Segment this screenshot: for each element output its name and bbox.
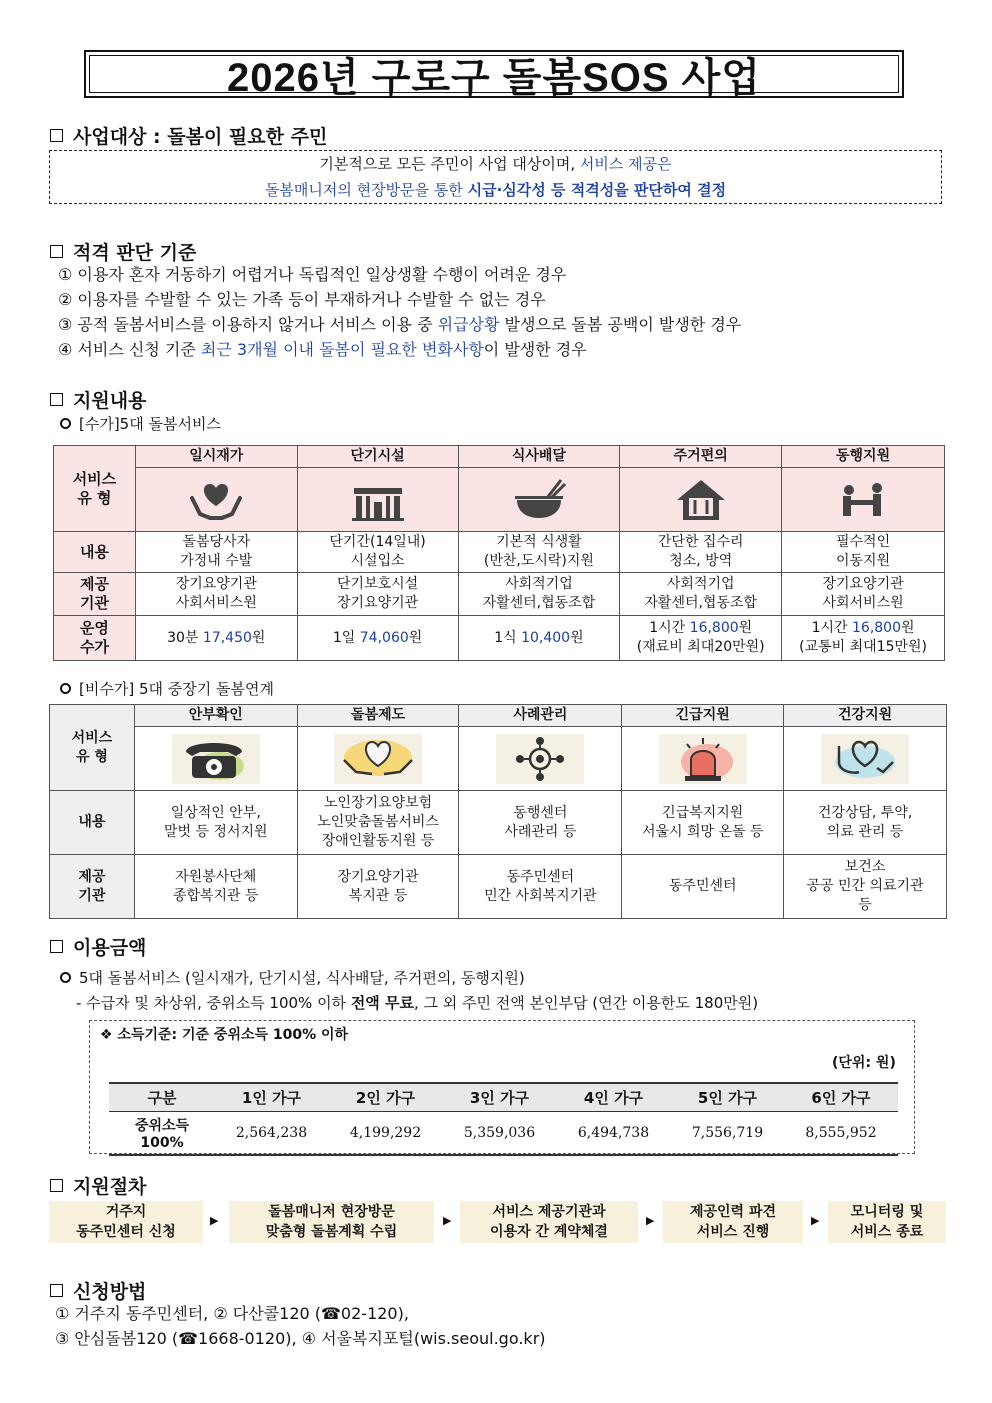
page-title: 2026년 구로구 돌봄SOS 사업 [89, 55, 899, 93]
telephone-icon [170, 732, 262, 786]
income-table [109, 1082, 898, 1156]
house-tools-icon [671, 476, 731, 524]
criteria-item-4 [58, 337, 741, 362]
unpaid-content: 노인장기요양보험 노인맞춤돌봄서비스 장애인활동지원 등 [317, 795, 439, 849]
paid-provider: 단기보호시설 장기요양기관 [337, 576, 419, 611]
income-value-cell: 4,199,292 [328, 1111, 443, 1155]
paid-content-cell [458, 532, 620, 573]
paid-content: 필수적인 이동지원 [836, 534, 891, 569]
criteria-list [58, 262, 741, 362]
unpaid-icon-cell [784, 727, 947, 791]
apply-line-1: ① 거주지 동주민센터, ② 다산콜120 (☎02-120), [55, 1304, 409, 1323]
unpaid-icon-cell [622, 727, 784, 791]
criteria-item-3-a: ③ 공적 돌봄서비스를 이용하지 않거나 서비스 이용 중 [58, 315, 438, 334]
paid-fee-cell [782, 616, 945, 661]
fees-rule [76, 992, 758, 1013]
paid-fee-cell [135, 616, 297, 661]
paid-content-cell [620, 532, 782, 573]
checkbox-square-icon [50, 245, 63, 258]
checkbox-square-icon [50, 940, 63, 953]
target-box [49, 150, 942, 204]
criteria-item-3-b: 발생으로 돌봄 공백이 발생한 경우 [499, 315, 742, 334]
unpaid-icon-cell [134, 727, 297, 791]
paid-icon-cell [297, 468, 458, 532]
row-header-type-text: 서비스 유 형 [72, 469, 117, 507]
income-value-cell: 6,494,738 [556, 1111, 671, 1155]
procedure-step-text: 모니터링 및 서비스 종료 [850, 1204, 924, 1240]
stethoscope-icon [819, 732, 911, 786]
procedure-step-text: 서비스 제공기관과 이용자 간 계약체결 [490, 1204, 608, 1240]
unpaid-content: 일상적인 안부, 말벗 등 정서지원 [163, 804, 268, 840]
checkbox-square-icon [50, 1284, 63, 1297]
arrow-right-icon: ▶ [811, 1214, 820, 1227]
unpaid-provider: 장기요양기관 복지관 등 [337, 868, 419, 904]
bullet-circle-icon [60, 418, 71, 429]
paid-col-header: 동행지원 [782, 446, 945, 468]
fee-unit: 원 [408, 629, 423, 646]
procedure-step-5 [828, 1201, 946, 1243]
fee-prefix: 30분 [167, 629, 203, 646]
fee-amount: 10,400 [521, 629, 571, 646]
paid-col-header: 주거편의 [620, 446, 782, 468]
unpaid-label: [비수가] 5대 중장기 돌봄연계 [79, 680, 274, 698]
unpaid-provider-cell [622, 855, 784, 919]
income-value-cell: 7,556,719 [671, 1111, 784, 1155]
fee-prefix: 1식 [494, 629, 522, 646]
income-head-cell: 구분 [109, 1083, 215, 1111]
unpaid-provider: 보건소 공공 민간 의료기관 등 [806, 859, 924, 913]
row-header-content [54, 532, 136, 573]
target-line2-blue: 돌봄매니저의 현장방문을 통한 [264, 181, 468, 199]
paid-provider-cell [297, 573, 458, 616]
paid-icon-cell [782, 468, 945, 532]
title-box [84, 50, 904, 98]
fees-services-text: 5대 돌봄서비스 (일시재가, 단기시설, 식사배달, 주거편의, 동행지원) [79, 969, 525, 987]
siren-icon [657, 732, 749, 786]
unpaid-provider-cell [297, 855, 459, 919]
fee-amount: 16,800 [689, 620, 739, 636]
income-head-cell: 3인 가구 [443, 1083, 556, 1111]
fee-note: (재료비 최대20만원) [636, 639, 765, 655]
income-head-cell: 1인 가구 [215, 1083, 328, 1111]
row-header-provider [54, 573, 136, 616]
criteria-item-3-blue: 위급상황 [437, 315, 500, 334]
fees-rule-b: , 그 외 주민 전액 본인부담 (연간 이용한도 180만원) [414, 994, 759, 1012]
fees-services [60, 967, 525, 988]
procedure-step-3 [460, 1201, 638, 1243]
apply-heading [50, 1277, 146, 1304]
accompany-icon [833, 476, 893, 524]
procedure-step-text: 제공인력 파견 서비스 진행 [689, 1204, 777, 1240]
fee-unit: 원 [570, 629, 584, 646]
fee-unit: 원 [738, 620, 753, 636]
procedure-step-4 [663, 1201, 803, 1243]
paid-content: 단기간(14일내) 시설입소 [329, 534, 426, 569]
fee-note: (교통비 최대15만원) [799, 639, 927, 655]
unpaid-provider: 동주민센터 민간 사회복지기관 [484, 868, 597, 904]
paid-col-header: 식사배달 [458, 446, 620, 468]
criteria-item-4-b: 이 발생한 경우 [483, 340, 587, 359]
income-head-cell: 2인 가구 [328, 1083, 443, 1111]
paid-provider-cell [135, 573, 297, 616]
paid-content-cell [297, 532, 458, 573]
target-heading [50, 122, 327, 149]
row-header-fee-text: 운영 수가 [79, 619, 109, 656]
row-header-content-text: 내용 [78, 814, 106, 830]
fees-heading [50, 933, 146, 960]
checkbox-square-icon [50, 393, 63, 406]
paid-icon-cell [135, 468, 297, 532]
fee-unit: 원 [251, 629, 266, 646]
target-line1: 기본적으로 모든 주민이 사업 대상이며, [319, 155, 580, 173]
fee-unit: 원 [901, 620, 915, 636]
procedure-step-1 [49, 1201, 203, 1243]
support-heading [50, 386, 146, 413]
row-header-provider [50, 855, 135, 919]
income-head-cell: 5인 가구 [671, 1083, 784, 1111]
target-line2-bold: 시급·심각성 등 적격성을 판단하여 결정 [467, 181, 727, 199]
hands-heart-icon [186, 476, 246, 524]
unpaid-icon-cell [459, 727, 622, 791]
fee-amount: 16,800 [852, 620, 901, 636]
unpaid-col-header: 건강지원 [784, 705, 947, 727]
fee-amount: 74,060 [359, 629, 409, 646]
income-value-cell: 5,359,036 [443, 1111, 556, 1155]
arrow-right-icon: ▶ [646, 1214, 655, 1227]
unpaid-content-cell [784, 791, 947, 855]
target-heading-text: 사업대상 : 돌봄이 필요한 주민 [73, 126, 328, 148]
unpaid-content-cell [622, 791, 784, 855]
unpaid-provider-cell [134, 855, 297, 919]
checkbox-square-icon [50, 1179, 63, 1192]
unpaid-col-header: 돌봄제도 [297, 705, 459, 727]
checkbox-square-icon [50, 129, 63, 142]
fee-amount: 17,450 [202, 629, 252, 646]
criteria-item-4-a: ④ 서비스 신청 기준 [58, 340, 201, 359]
income-row-label [109, 1111, 215, 1155]
network-icon [494, 732, 586, 786]
unpaid-content-cell [134, 791, 297, 855]
paid-col-header: 단기시설 [297, 446, 458, 468]
support-heading-text: 지원내용 [73, 390, 147, 412]
criteria-item-4-blue: 최근 3개월 이내 돌봄이 필요한 변화사항 [200, 340, 484, 359]
row-header-content-text: 내용 [79, 542, 109, 561]
income-label: ❖ 소득기준: 기준 중위소득 100% 이하 [100, 1027, 349, 1043]
paid-content: 기본적 식생활 (반찬,도시락)지원 [483, 534, 594, 569]
bullet-circle-icon [60, 683, 71, 694]
unpaid-content-cell [297, 791, 459, 855]
procedure-step-text: 거주지 동주민센터 신청 [76, 1204, 176, 1240]
procedure-step-text: 돌봄매니저 현장방문 맞춤형 돌봄계획 수립 [265, 1204, 398, 1240]
income-value-cell: 8,555,952 [784, 1111, 898, 1155]
paid-provider: 장기요양기관 사회서비스원 [822, 576, 904, 611]
unpaid-provider-cell [784, 855, 947, 919]
target-line1-blue: 서비스 제공은 [579, 155, 672, 173]
paid-provider-cell [620, 573, 782, 616]
apply-methods [55, 1301, 546, 1351]
paid-fee-cell [458, 616, 620, 661]
row-header-fee [54, 616, 136, 661]
unpaid-content-cell [459, 791, 622, 855]
fee-prefix: 1일 [332, 629, 360, 646]
unpaid-subheading [60, 678, 274, 699]
apply-heading-text: 신청방법 [73, 1281, 147, 1303]
fees-rule-bold: 전액 무료 [350, 994, 414, 1012]
criteria-heading [50, 238, 196, 265]
paid-content-cell [782, 532, 945, 573]
criteria-item-3 [58, 312, 741, 337]
paid-services-table [53, 445, 945, 661]
row-header-provider-text: 제공 기관 [79, 575, 109, 612]
paid-icon-cell [620, 468, 782, 532]
row-header-type [50, 705, 135, 791]
procedure-heading-text: 지원절차 [73, 1176, 147, 1198]
unpaid-content: 동행센터 사례관리 등 [504, 804, 577, 840]
paid-provider-cell [458, 573, 620, 616]
arrow-right-icon: ▶ [443, 1214, 452, 1227]
paid-content-cell [135, 532, 297, 573]
unpaid-col-header: 안부확인 [134, 705, 297, 727]
fee-prefix: 1시간 [811, 620, 852, 636]
unit-label: (단위: 원) [832, 1055, 896, 1071]
income-head-cell: 4인 가구 [556, 1083, 671, 1111]
building-icon [348, 476, 408, 524]
paid-subheading [60, 413, 221, 434]
row-header-type [54, 446, 136, 532]
fee-prefix: 1시간 [649, 620, 690, 636]
paid-icon-cell [458, 468, 620, 532]
unpaid-col-header: 사례관리 [459, 705, 622, 727]
unpaid-col-header: 긴급지원 [622, 705, 784, 727]
bowl-icon [509, 476, 569, 524]
bullet-circle-icon [60, 972, 71, 983]
paid-content: 간단한 집수리 청소, 방역 [657, 534, 744, 569]
criteria-item-2: ② 이용자를 수발할 수 있는 가족 등이 부재하거나 수발할 수 없는 경우 [58, 290, 546, 309]
heart-hands-icon [332, 732, 424, 786]
paid-provider: 사회적기업 자활센터,협동조합 [482, 576, 596, 611]
unpaid-services-table [49, 704, 947, 919]
fees-rule-a: - 수급자 및 차상위, 중위소득 100% 이하 [76, 994, 351, 1012]
paid-fee-cell [297, 616, 458, 661]
paid-provider-cell [782, 573, 945, 616]
unpaid-provider: 동주민센터 [668, 878, 737, 894]
procedure-heading [50, 1172, 146, 1199]
paid-content: 돌봄당사자 가정내 수발 [180, 534, 253, 569]
income-head-cell: 6인 가구 [784, 1083, 898, 1111]
row-header-content [50, 791, 135, 855]
paid-fee-cell [620, 616, 782, 661]
row-header-provider-text: 제공 기관 [78, 868, 106, 904]
income-value-cell: 2,564,238 [215, 1111, 328, 1155]
unpaid-icon-cell [297, 727, 459, 791]
procedure-step-2 [229, 1201, 434, 1243]
fees-heading-text: 이용금액 [73, 937, 147, 959]
paid-label: [수가]5대 돌봄서비스 [79, 415, 221, 433]
row-header-type-text: 서비스 유 형 [71, 729, 113, 765]
paid-provider: 장기요양기관 사회서비스원 [175, 576, 257, 611]
paid-provider: 사회적기업 자활센터,협동조합 [644, 576, 758, 611]
apply-line-2: ③ 안심돌봄120 (☎1668-0120), ④ 서울복지포털(wis.seoul.go.kr) [55, 1329, 546, 1348]
unpaid-content: 건강상담, 투약, 의료 관리 등 [817, 804, 913, 840]
income-row-label-text: 중위소득 100% [134, 1117, 190, 1151]
unpaid-content: 긴급복지지원 서울시 희망 온돌 등 [641, 804, 764, 840]
criteria-heading-text: 적격 판단 기준 [73, 242, 197, 264]
unpaid-provider-cell [459, 855, 622, 919]
criteria-item-1: ① 이용자 혼자 거동하기 어렵거나 독립적인 일상생활 수행이 어려운 경우 [58, 265, 567, 284]
unpaid-provider: 자원봉사단체 종합복지관 등 [172, 868, 259, 904]
arrow-right-icon: ▶ [210, 1214, 219, 1227]
paid-col-header: 일시재가 [135, 446, 297, 468]
